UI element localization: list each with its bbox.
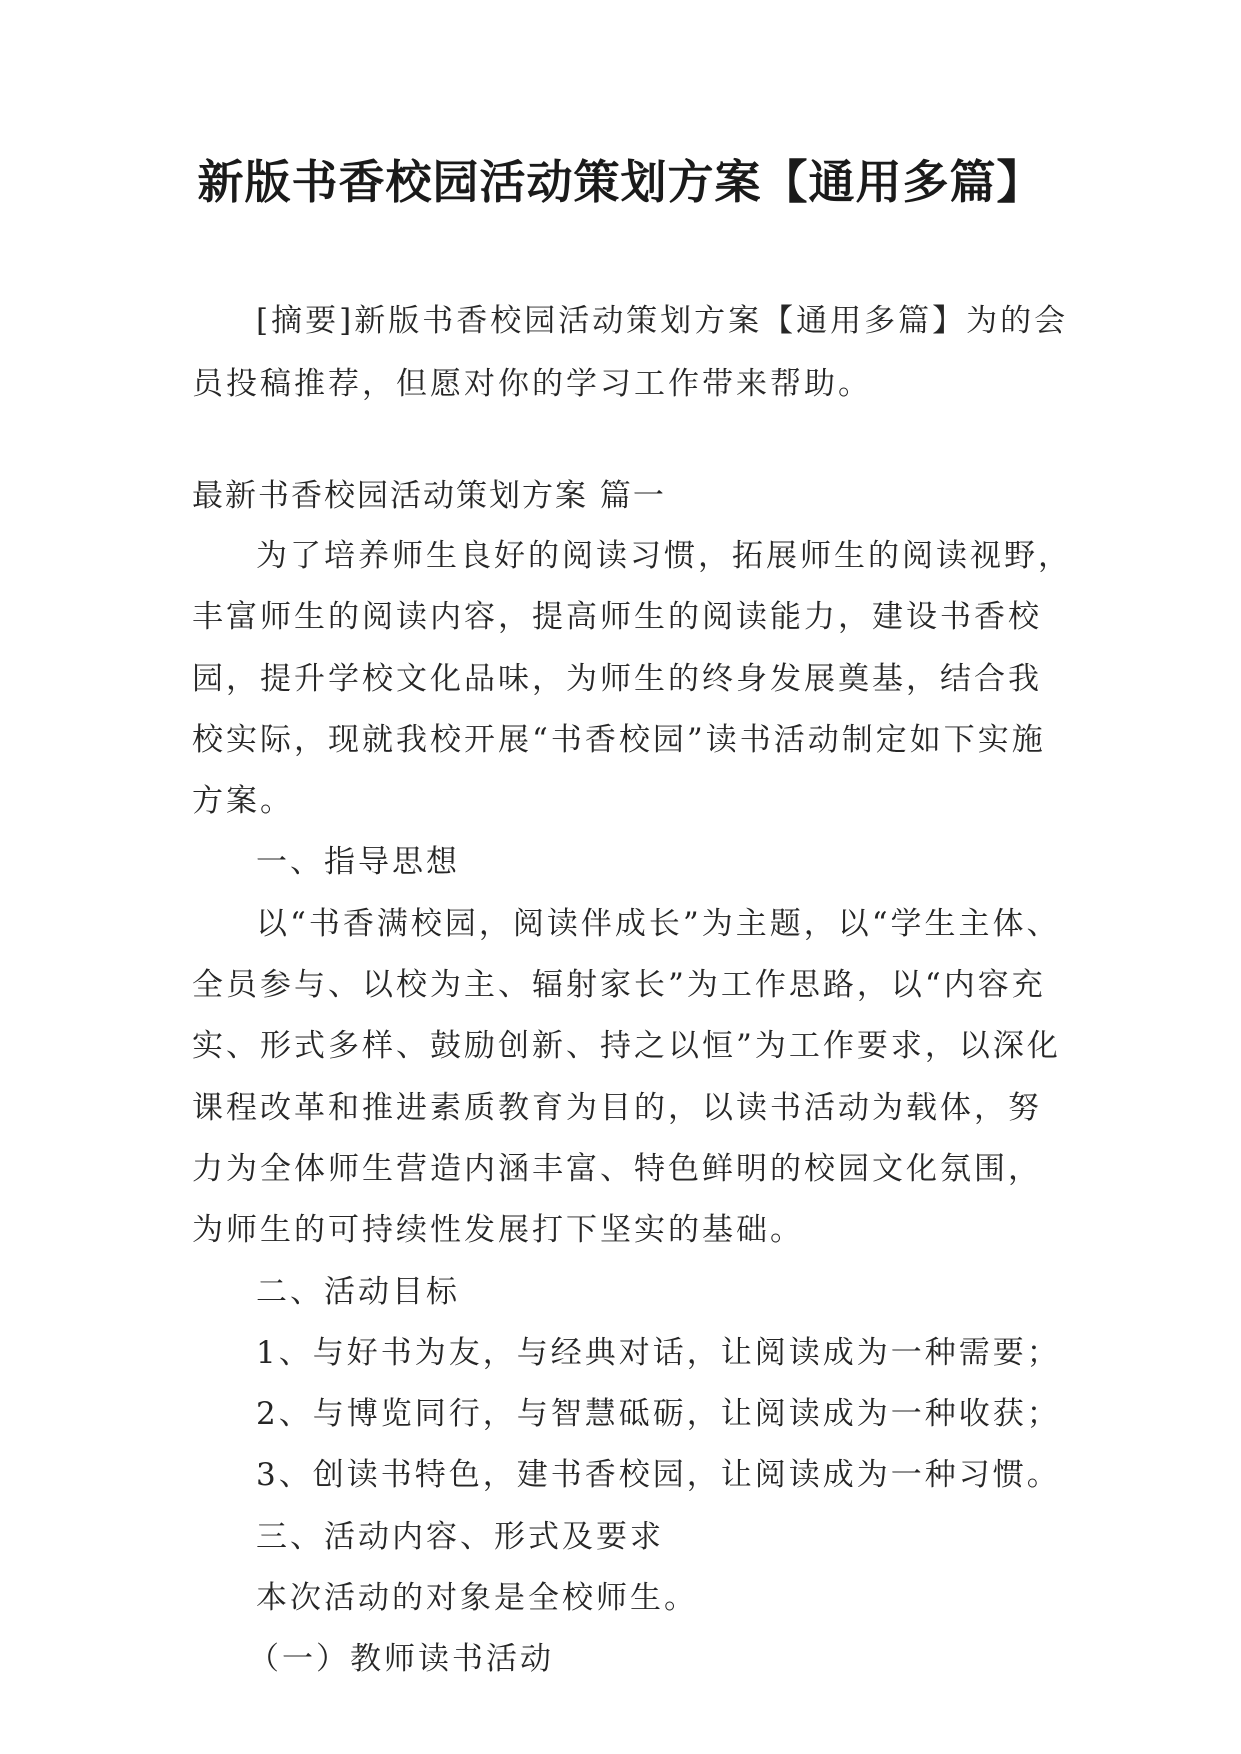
activity-target-paragraph: 本次活动的对象是全校师生。 [256, 1580, 698, 1617]
goal-item-1: 1、与好书为友，与经典对话，让阅读成为一种需要； [256, 1334, 1061, 1371]
document-body [192, 526, 1072, 1691]
heading-activity-content: 三、活动内容、形式及要求 [256, 1518, 664, 1555]
section-heading: 最新书香校园活动策划方案 篇一 [192, 478, 666, 514]
goal-item-2: 2、与博览同行，与智慧砥砺，让阅读成为一种收获； [256, 1396, 1061, 1433]
subheading-teacher-reading: （一）教师读书活动 [248, 1641, 554, 1678]
document-title: 新版书香校园活动策划方案【通用多篇】 [197, 155, 1044, 209]
intro-paragraph: 为了培养师生良好的阅读习惯，拓展师生的阅读视野，丰富师生的阅读内容，提高师生的阅读能力，建设书香校园，提升学校文化品味，为师生的终身发展奠基，结合我校实际，现就我校开展“书香校园”读书活动制定如下实施方案。 [192, 538, 1072, 820]
document-abstract: [摘要]新版书香校园活动策划方案【通用多篇】为的会员投稿推荐，但愿对你的学习工作带来帮助。 [192, 303, 1069, 402]
heading-guiding-ideology: 一、指导思想 [256, 844, 460, 881]
guiding-ideology-paragraph: 以“书香满校园，阅读伴成长”为主题，以“学生主体、全员参与、以校为主、辐射家长”为工作思路，以“内容充实、形式多样、鼓励创新、持之以恒”为工作要求，以深化课程改革和推进素质教育为目的，以读书活动为载体，努力为全体师生营造内涵丰富、特色鲜明的校园文化氛围，为师生的可持续性发展打下坚实的基础。 [192, 905, 1061, 1249]
heading-activity-goals: 二、活动目标 [256, 1273, 460, 1310]
goal-item-3: 3、创读书特色，建书香校园，让阅读成为一种习惯。 [256, 1457, 1061, 1494]
